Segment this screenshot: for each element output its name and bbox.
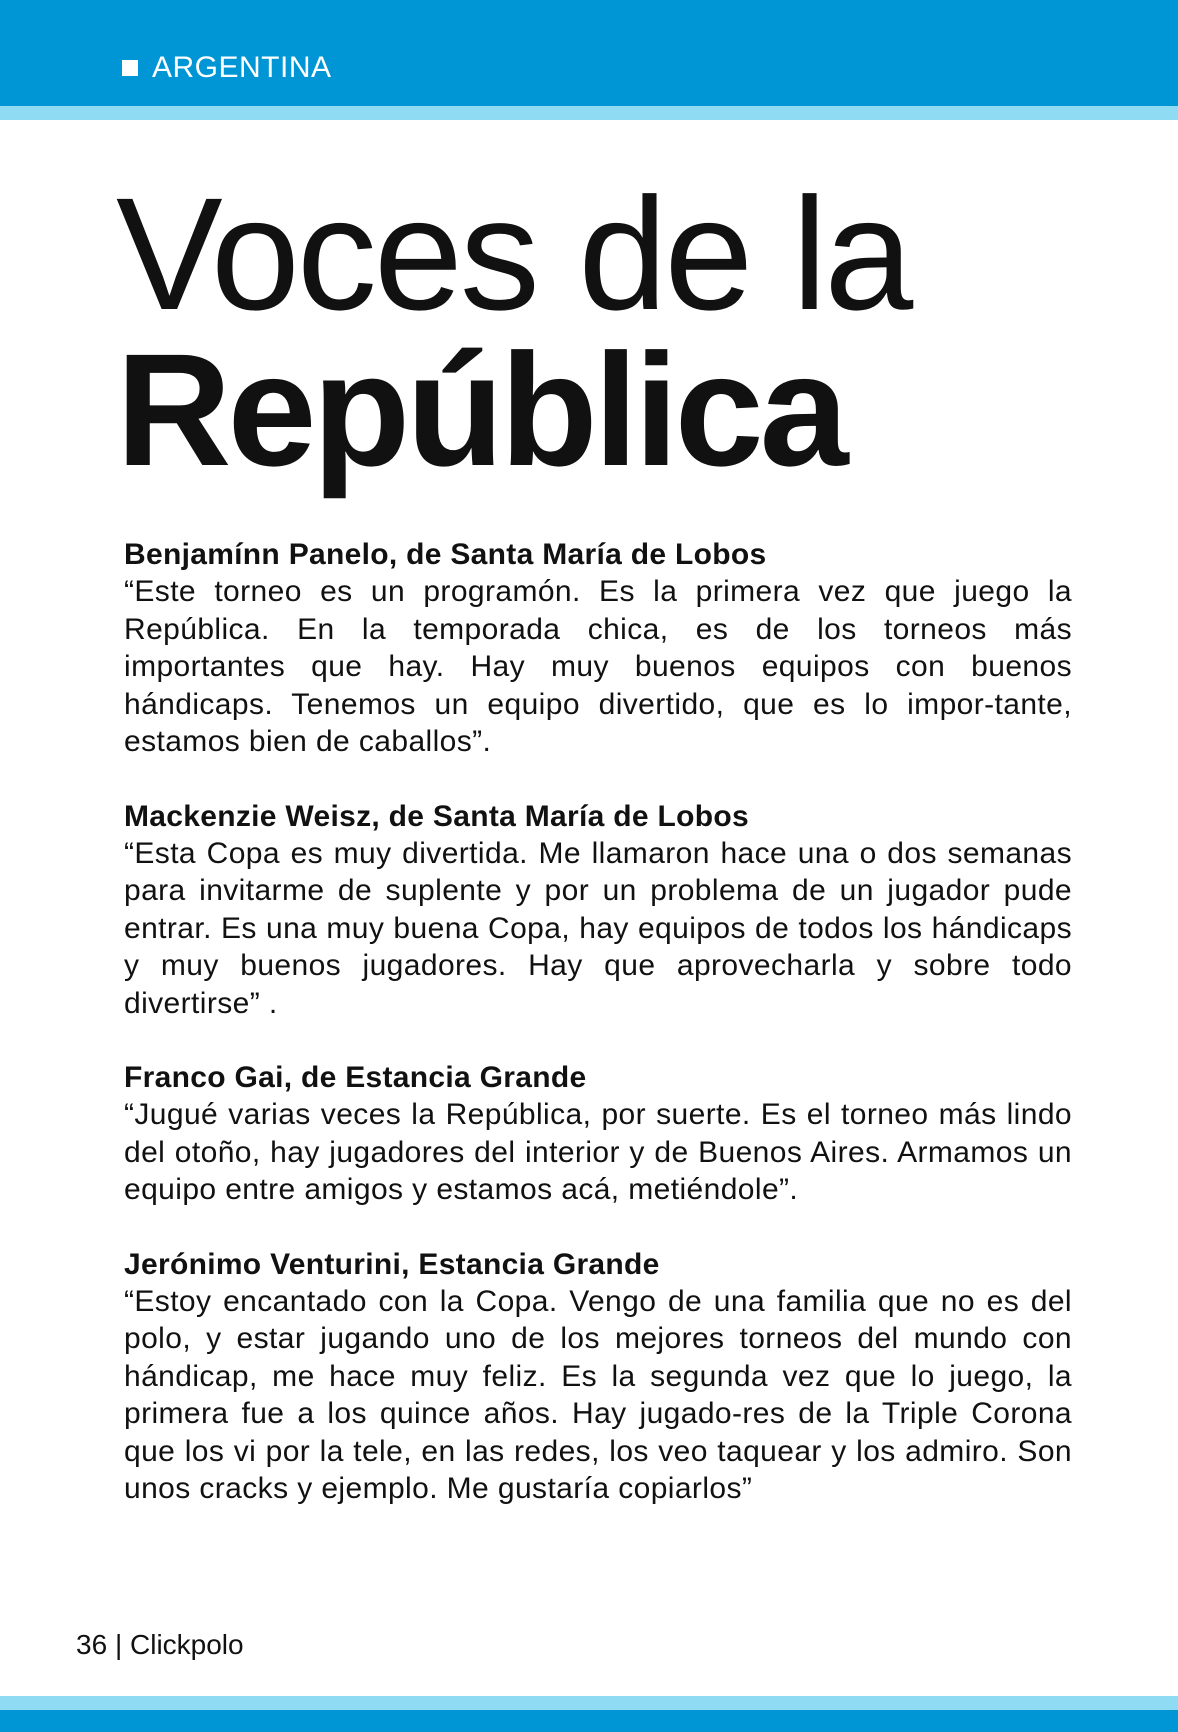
section-label: ARGENTINA <box>152 51 332 84</box>
header-stripe <box>0 106 1178 120</box>
quote-entry <box>124 536 1072 761</box>
footer-separator: | <box>114 1629 123 1660</box>
quote-entry <box>124 1246 1072 1508</box>
speaker-name: Benjamínn Panelo, de Santa María de Lobos <box>124 538 767 571</box>
speaker-quote: “Estoy encantado con la Copa. Vengo de una familia que no es del polo, y estar jugando uno de los mejores torneos del mundo con hándicap, me hace muy feliz. Es la segunda vez que lo juego, la primera fue a los quince años. Hay jugado-res de la Triple Corona que los vi por la tele, en las redes, los veo taquear y los admiro. Son unos cracks y ejemplo. Me gustaría copiarlos” <box>124 1284 1072 1505</box>
footer-stripe <box>0 1696 1178 1710</box>
speaker-name: Mackenzie Weisz, de Santa María de Lobos <box>124 799 749 833</box>
title-line-1: Voces de la <box>116 164 911 343</box>
speaker-quote: “Este torneo es un programón. Es la primera vez que juego la República. En la temporada chica, es de los torneos más importantes que hay. Hay muy buenos equipos con buenos hándicaps. Tenemos un equipo divertido, que es lo impor-tante, estamos bien de caballos”. <box>124 575 1072 758</box>
quote-entry <box>124 1059 1072 1209</box>
speaker-quote: “Jugué varias veces la República, por suerte. Es el torneo más lindo del otoño, hay jugadores del interior y de Buenos Aires. Armamos un equipo entre amigos y estamos acá, metiéndole”. <box>124 1098 1072 1206</box>
page-footer <box>76 1628 244 1662</box>
publication-name: Clickpolo <box>130 1629 244 1660</box>
page-number: 36 <box>76 1629 108 1660</box>
section-tag <box>122 50 332 86</box>
footer-bar <box>0 1710 1178 1732</box>
square-bullet-icon <box>122 60 138 76</box>
speaker-quote: “Esta Copa es muy divertida. Me llamaron hace una o dos semanas para invitarme de suplente y por un problema de un jugador pude entrar. Es una muy buena Copa, hay equipos de todos los hándicaps y muy buenos jugadores. Hay que aprovecharla y sobre todo divertirse” . <box>124 836 1072 1020</box>
article-body <box>124 536 1072 1545</box>
speaker-name: Franco Gai, de Estancia Grande <box>124 1061 587 1094</box>
title-line-2: República <box>116 320 845 499</box>
speaker-name: Jerónimo Venturini, Estancia Grande <box>124 1247 660 1281</box>
quote-entry <box>124 798 1072 1023</box>
